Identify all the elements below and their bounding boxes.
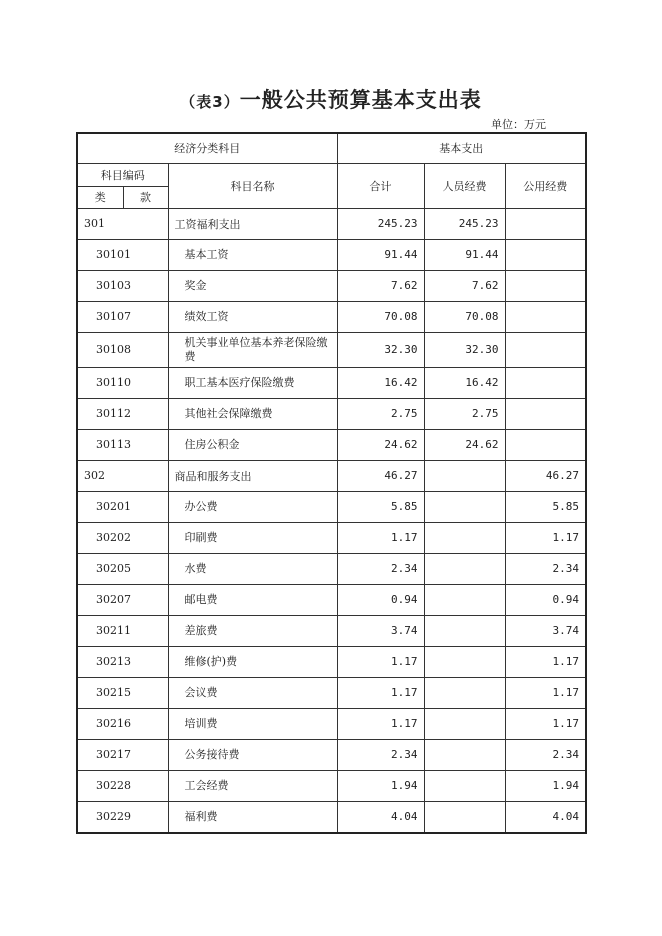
- row-personnel: 24.62: [424, 429, 505, 460]
- row-total: 1.17: [337, 522, 424, 553]
- row-personnel: [424, 522, 505, 553]
- row-name: 住房公积金: [168, 429, 337, 460]
- row-public: 1.17: [505, 708, 586, 739]
- row-total: 1.94: [337, 770, 424, 801]
- table-row: [77, 739, 586, 770]
- row-public: 2.34: [505, 553, 586, 584]
- header-personnel: 人员经费: [424, 163, 505, 208]
- row-code: 30101: [77, 239, 168, 270]
- row-name: 印刷费: [168, 522, 337, 553]
- row-code: 30217: [77, 739, 168, 770]
- table-row: [77, 522, 586, 553]
- row-personnel: 91.44: [424, 239, 505, 270]
- header-name: 科目名称: [168, 163, 337, 208]
- row-name: 工会经费: [168, 770, 337, 801]
- table-row: [77, 646, 586, 677]
- row-name: 维修(护)费: [168, 646, 337, 677]
- table-row: [77, 367, 586, 398]
- budget-table: [76, 132, 587, 834]
- header-code: 科目编码: [77, 163, 168, 186]
- row-public: [505, 398, 586, 429]
- row-personnel: 32.30: [424, 332, 505, 367]
- row-public: [505, 208, 586, 239]
- table-row: [77, 553, 586, 584]
- row-personnel: [424, 491, 505, 522]
- row-name: 培训费: [168, 708, 337, 739]
- row-name: 工资福利支出: [168, 208, 337, 239]
- table-row: [77, 677, 586, 708]
- row-personnel: 16.42: [424, 367, 505, 398]
- table-row: [77, 491, 586, 522]
- row-personnel: [424, 646, 505, 677]
- row-code: 30213: [77, 646, 168, 677]
- table-row: [77, 708, 586, 739]
- row-public: 46.27: [505, 460, 586, 491]
- row-code: 30207: [77, 584, 168, 615]
- row-public: [505, 301, 586, 332]
- row-personnel: [424, 739, 505, 770]
- row-code: 30113: [77, 429, 168, 460]
- row-personnel: [424, 801, 505, 833]
- table-row: [77, 239, 586, 270]
- row-public: 1.17: [505, 522, 586, 553]
- table-row: [77, 615, 586, 646]
- row-code: 30202: [77, 522, 168, 553]
- row-code: 30110: [77, 367, 168, 398]
- row-total: 3.74: [337, 615, 424, 646]
- row-total: 32.30: [337, 332, 424, 367]
- row-public: [505, 270, 586, 301]
- row-name: 其他社会保障缴费: [168, 398, 337, 429]
- row-code: 30211: [77, 615, 168, 646]
- row-personnel: [424, 770, 505, 801]
- row-total: 245.23: [337, 208, 424, 239]
- table-row: [77, 270, 586, 301]
- row-code: 302: [77, 460, 168, 491]
- header-public: 公用经费: [505, 163, 586, 208]
- row-personnel: [424, 460, 505, 491]
- table-row: [77, 801, 586, 833]
- row-name: 福利费: [168, 801, 337, 833]
- row-name: 基本工资: [168, 239, 337, 270]
- row-name: 职工基本医疗保险缴费: [168, 367, 337, 398]
- row-code: 30201: [77, 491, 168, 522]
- row-total: 91.44: [337, 239, 424, 270]
- row-personnel: [424, 584, 505, 615]
- row-code: 30215: [77, 677, 168, 708]
- row-code: 301: [77, 208, 168, 239]
- title-text: 一般公共预算基本支出表: [239, 88, 482, 112]
- row-public: [505, 332, 586, 367]
- table-row: [77, 398, 586, 429]
- row-total: 46.27: [337, 460, 424, 491]
- row-code: 30205: [77, 553, 168, 584]
- row-name: 奖金: [168, 270, 337, 301]
- row-total: 5.85: [337, 491, 424, 522]
- header-econ-class: 经济分类科目: [77, 133, 337, 163]
- row-code: 30229: [77, 801, 168, 833]
- row-total: 1.17: [337, 646, 424, 677]
- row-total: 16.42: [337, 367, 424, 398]
- row-name: 绩效工资: [168, 301, 337, 332]
- row-total: 4.04: [337, 801, 424, 833]
- row-public: 1.17: [505, 677, 586, 708]
- row-code: 30108: [77, 332, 168, 367]
- row-total: 0.94: [337, 584, 424, 615]
- row-name: 水费: [168, 553, 337, 584]
- row-name: 会议费: [168, 677, 337, 708]
- header-category: 类: [77, 186, 123, 208]
- page-title: [0, 84, 662, 114]
- row-public: 1.94: [505, 770, 586, 801]
- row-public: [505, 367, 586, 398]
- row-total: 2.34: [337, 553, 424, 584]
- row-personnel: [424, 553, 505, 584]
- row-public: 5.85: [505, 491, 586, 522]
- row-personnel: [424, 677, 505, 708]
- row-total: 7.62: [337, 270, 424, 301]
- category-row: [77, 208, 586, 239]
- table-row: [77, 770, 586, 801]
- row-name: 公务接待费: [168, 739, 337, 770]
- row-public: 0.94: [505, 584, 586, 615]
- row-code: 30103: [77, 270, 168, 301]
- unit-label: 单位：万元: [491, 118, 546, 131]
- row-personnel: 7.62: [424, 270, 505, 301]
- table-row: [77, 429, 586, 460]
- row-personnel: [424, 615, 505, 646]
- row-public: 4.04: [505, 801, 586, 833]
- row-name: 邮电费: [168, 584, 337, 615]
- row-total: 1.17: [337, 708, 424, 739]
- row-personnel: 245.23: [424, 208, 505, 239]
- row-name: 商品和服务支出: [168, 460, 337, 491]
- header-basic-expenditure: 基本支出: [337, 133, 586, 163]
- row-total: 1.17: [337, 677, 424, 708]
- table-number: （表3）: [180, 93, 240, 111]
- category-row: [77, 460, 586, 491]
- row-code: 30216: [77, 708, 168, 739]
- row-total: 2.34: [337, 739, 424, 770]
- table-row: [77, 584, 586, 615]
- row-public: 3.74: [505, 615, 586, 646]
- row-public: 2.34: [505, 739, 586, 770]
- row-name: 办公费: [168, 491, 337, 522]
- row-public: [505, 429, 586, 460]
- row-personnel: [424, 708, 505, 739]
- row-total: 70.08: [337, 301, 424, 332]
- row-personnel: 2.75: [424, 398, 505, 429]
- row-personnel: 70.08: [424, 301, 505, 332]
- header-item: 款: [123, 186, 168, 208]
- row-name: 机关事业单位基本养老保险缴费: [168, 332, 337, 367]
- row-public: 1.17: [505, 646, 586, 677]
- row-code: 30228: [77, 770, 168, 801]
- row-code: 30107: [77, 301, 168, 332]
- table-row: [77, 332, 586, 367]
- table-row: [77, 301, 586, 332]
- row-total: 2.75: [337, 398, 424, 429]
- row-public: [505, 239, 586, 270]
- row-code: 30112: [77, 398, 168, 429]
- row-name: 差旅费: [168, 615, 337, 646]
- row-total: 24.62: [337, 429, 424, 460]
- header-total: 合计: [337, 163, 424, 208]
